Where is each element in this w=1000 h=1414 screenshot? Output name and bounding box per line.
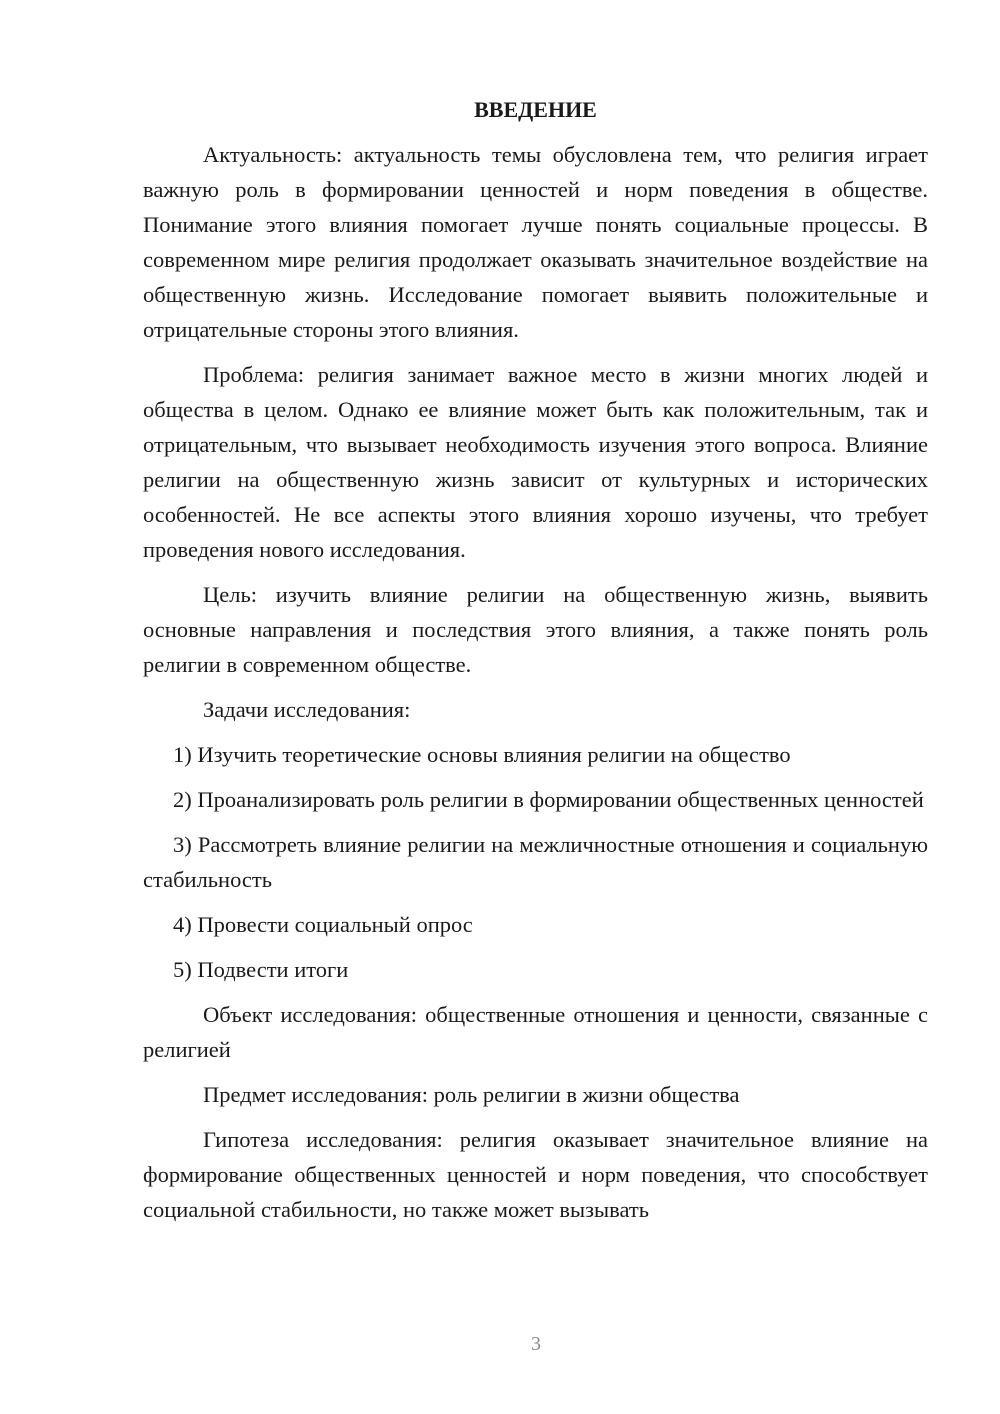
list-item: 2) Проанализировать роль религии в формировании общественных ценностей bbox=[173, 787, 924, 812]
paragraph-hypothesis: Гипотеза исследования: религия оказывает значительное влияние на формирование общественных ценностей и норм поведения, что способствует социальной стабильности, но также может вызывать bbox=[143, 1127, 928, 1222]
page-number: 3 bbox=[531, 1333, 541, 1355]
paragraph-goal: Цель: изучить влияние религии на общественную жизнь, выявить основные направления и последствия этого влияния, а также понять роль религии в современном обществе. bbox=[143, 582, 928, 677]
list-item: 3) Рассмотреть влияние религии на межличностные отношения и социальную стабильность bbox=[143, 832, 928, 892]
list-item: 4) Провести социальный опрос bbox=[173, 912, 473, 937]
page-content bbox=[143, 92, 928, 1237]
paragraph-tasks-intro: Задачи исследования: bbox=[203, 697, 411, 722]
list-item: 1) Изучить теоретические основы влияния религии на общество bbox=[173, 742, 791, 767]
paragraph-subject: Предмет исследования: роль религии в жизни общества bbox=[203, 1082, 740, 1107]
tasks-list bbox=[143, 737, 928, 987]
page-heading: ВВЕДЕНИЕ bbox=[474, 97, 597, 122]
paragraph-object: Объект исследования: общественные отношения и ценности, связанные с религией bbox=[143, 1002, 928, 1062]
paragraph-relevance: Актуальность: актуальность темы обусловлена тем, что религия играет важную роль в формировании ценностей и норм поведения в обществе. Понимание этого влияния помогает лучше понять социальные процессы. В современном мире религия продолжает оказывать значительное воздействие на общественную жизнь. Исследование помогает выявить положительные и отрицательные стороны этого влияния. bbox=[143, 142, 928, 342]
list-item: 5) Подвести итоги bbox=[173, 957, 349, 982]
paragraph-problem: Проблема: религия занимает важное место в жизни многих людей и общества в целом. Однако ее влияние может быть как положительным, так и отрицательным, что вызывает необходимость изучения этого вопроса. Влияние религии на общественную жизнь зависит от культурных и исторических особенностей. Не все аспекты этого влияния хорошо изучены, что требует проведения нового исследования. bbox=[143, 362, 928, 562]
